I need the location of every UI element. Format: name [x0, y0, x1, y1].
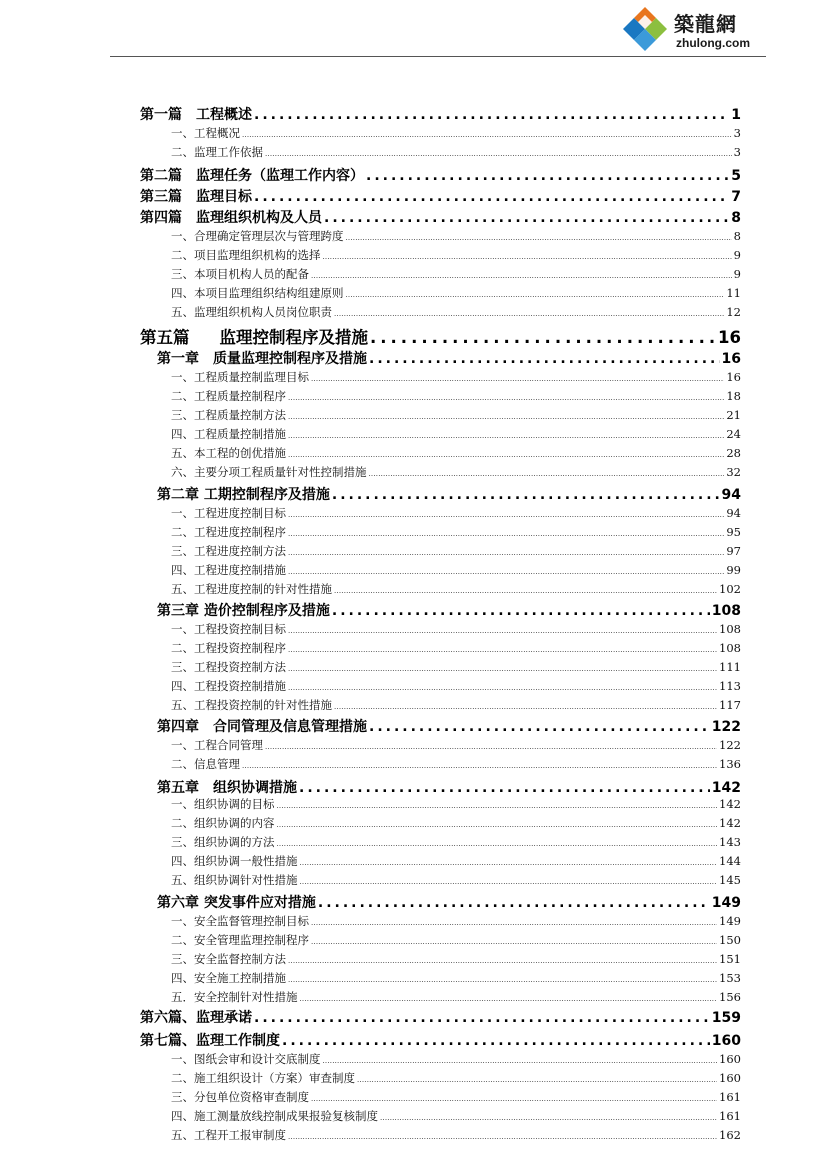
toc-page-number: 108	[711, 603, 741, 619]
toc-page-number: 113	[719, 679, 741, 693]
toc-entry-label	[171, 970, 286, 986]
toc-page-number: 117	[719, 698, 741, 712]
dot-leader	[318, 895, 710, 911]
toc-item[interactable]	[171, 970, 741, 986]
toc-entry-label	[171, 581, 332, 597]
toc-entry-title: 二、工程质量控制程序	[171, 389, 286, 403]
toc-entry-title: 监理工作制度	[196, 1033, 280, 1049]
toc-entry-title: 四、安全施工控制措施	[171, 971, 286, 985]
toc-page-number: 97	[726, 544, 741, 558]
dot-leader	[288, 432, 724, 440]
toc-entry-label	[171, 872, 298, 888]
toc-entry-title: 五．安全控制针对性措施	[171, 990, 298, 1004]
toc-entry-label	[157, 348, 367, 368]
toc-item[interactable]	[171, 304, 741, 320]
dot-leader	[254, 1010, 710, 1026]
toc-item[interactable]	[171, 407, 741, 423]
dot-leader	[311, 919, 717, 927]
toc-item[interactable]	[171, 388, 741, 404]
toc-entry-label	[171, 445, 286, 461]
toc-item[interactable]	[171, 228, 741, 244]
toc-entry-label	[171, 407, 286, 423]
toc-entry-label	[171, 1108, 378, 1124]
dot-leader	[242, 131, 732, 139]
toc-item[interactable]	[171, 913, 741, 929]
toc-entry-title: 一、工程质量控制监理目标	[171, 370, 309, 384]
toc-entry-label	[171, 621, 286, 637]
toc-item[interactable]	[171, 640, 741, 656]
toc-entry-number: 第五篇	[140, 328, 190, 347]
dot-leader	[346, 234, 732, 242]
toc-page-number: 160	[719, 1052, 741, 1066]
toc-entry-label	[171, 285, 344, 301]
toc-entry-number: 第三篇	[140, 189, 182, 205]
toc-entry-label	[171, 659, 286, 675]
dot-leader	[300, 878, 718, 886]
toc-entry-title: 四、工程投资控制措施	[171, 679, 286, 693]
dot-leader	[242, 762, 717, 770]
toc-entry-label	[171, 834, 275, 850]
dot-leader	[323, 253, 732, 261]
toc-entry-title: 五、组织协调针对性措施	[171, 873, 298, 887]
toc-page-number: 149	[711, 895, 741, 911]
toc-page-number: 160	[711, 1033, 741, 1049]
dot-leader	[369, 470, 725, 478]
toc-page-number: 142	[719, 797, 741, 811]
toc-page-number: 99	[726, 563, 741, 577]
toc-page-number: 108	[719, 622, 741, 636]
toc-item[interactable]	[171, 445, 741, 461]
dot-leader	[380, 1114, 717, 1122]
toc-item[interactable]	[171, 247, 741, 263]
toc-chapter[interactable]	[157, 600, 741, 620]
toc-entry-label	[171, 369, 309, 385]
toc-part[interactable]	[140, 207, 741, 227]
toc-entry-label	[157, 892, 316, 912]
toc-item[interactable]	[171, 932, 741, 948]
dot-leader	[277, 821, 718, 829]
toc-page-number: 3	[733, 126, 741, 140]
toc-page-number: 18	[726, 389, 741, 403]
toc-entry-label	[171, 1070, 355, 1086]
toc-item[interactable]	[171, 1051, 741, 1067]
dot-leader	[299, 780, 710, 796]
toc-entry-label	[171, 144, 263, 160]
toc-item[interactable]	[171, 144, 741, 160]
toc-entry-number: 第六章	[157, 895, 199, 911]
dot-leader	[254, 107, 729, 123]
toc-entry-label	[157, 484, 330, 504]
dot-leader	[288, 568, 724, 576]
toc-entry-number: 第一章	[157, 351, 199, 367]
toc-item[interactable]	[171, 678, 741, 694]
toc-entry-label	[157, 777, 297, 797]
dot-leader	[288, 976, 717, 984]
toc-entry-label	[171, 640, 286, 656]
toc-entry-title: 二、项目监理组织机构的选择	[171, 248, 321, 262]
toc-item[interactable]	[171, 815, 741, 831]
toc-page-number: 161	[719, 1109, 741, 1123]
toc-part[interactable]	[140, 186, 741, 206]
dot-leader	[311, 1095, 717, 1103]
zhulong-logo	[622, 4, 772, 50]
toc-page-number: 9	[733, 248, 741, 262]
toc-item[interactable]	[171, 756, 741, 772]
toc-part[interactable]	[140, 165, 741, 185]
toc-entry-title: 监理组织机构及人员	[196, 210, 322, 226]
toc-entry-title: 二、工程进度控制程序	[171, 525, 286, 539]
dot-leader	[265, 743, 717, 751]
toc-entry-label	[171, 266, 309, 282]
dot-leader	[323, 1057, 718, 1065]
toc-page-number: 95	[726, 525, 741, 539]
toc-entry-label	[171, 913, 309, 929]
toc-chapter[interactable]	[157, 348, 741, 368]
dot-leader	[334, 703, 717, 711]
toc-entry-label	[171, 426, 286, 442]
toc-page-number: 111	[719, 660, 741, 674]
toc-entry-label	[157, 716, 367, 736]
dot-leader	[311, 375, 724, 383]
toc-page-number: 16	[718, 328, 741, 347]
toc-entry-label	[140, 207, 322, 227]
toc-page-number: 5	[731, 168, 741, 184]
toc-entry-label	[171, 678, 286, 694]
toc-entry-title: 三、本项目机构人员的配备	[171, 267, 309, 281]
toc-entry-title: 监理承诺	[196, 1010, 252, 1026]
toc-entry-label	[171, 464, 367, 480]
toc-page-number: 156	[719, 990, 741, 1004]
toc-page-number: 28	[726, 446, 741, 460]
header-divider	[110, 56, 766, 57]
toc-entry-title: 三、工程投资控制方法	[171, 660, 286, 674]
toc-item[interactable]	[171, 524, 741, 540]
toc-entry-title: 四、工程进度控制措施	[171, 563, 286, 577]
toc-entry-label	[171, 524, 286, 540]
toc-entry-label	[171, 562, 286, 578]
toc-entry-title: 二、施工组织设计（方案）审查制度	[171, 1071, 355, 1085]
toc-entry-title: 组织协调措施	[213, 780, 297, 796]
toc-entry-title: 一、安全监督管理控制目标	[171, 914, 309, 928]
toc-page-number: 159	[711, 1010, 741, 1026]
toc-entry-title: 工程概述	[196, 107, 252, 123]
toc-entry-title: 造价控制程序及措施	[203, 603, 330, 619]
toc-page-number: 151	[719, 952, 741, 966]
toc-entry-title: 监理任务（监理工作内容）	[196, 168, 364, 184]
toc-entry-label	[171, 228, 344, 244]
toc-entry-title: 四、本项目监理组织结构组建原则	[171, 286, 344, 300]
zhulong-logo-icon	[622, 6, 668, 52]
toc-entry-title: 五、工程进度控制的针对性措施	[171, 582, 332, 596]
toc-entry-number: 第六篇、	[140, 1010, 196, 1026]
toc-entry-label	[140, 1030, 280, 1050]
toc-entry-title: 五、工程开工报审制度	[171, 1128, 286, 1142]
dot-leader	[288, 394, 724, 402]
toc-item[interactable]	[171, 1108, 741, 1124]
toc-part[interactable]	[140, 324, 741, 348]
toc-page-number: 16	[726, 370, 741, 384]
dot-leader	[265, 150, 732, 158]
toc-page-number: 8	[731, 210, 741, 226]
toc-entry-title: 五、监理组织机构人员岗位职责	[171, 305, 332, 319]
toc-entry-number: 第二篇	[140, 168, 182, 184]
toc-item[interactable]	[171, 853, 741, 869]
toc-entry-number: 第三章	[157, 603, 199, 619]
toc-entry-title: 三、安全监督控制方法	[171, 952, 286, 966]
toc-entry-label	[140, 186, 252, 206]
toc-page-number: 122	[711, 719, 741, 735]
toc-page-number: 162	[719, 1128, 741, 1142]
toc-page-number: 16	[721, 351, 741, 367]
toc-part[interactable]	[140, 1007, 741, 1027]
toc-page-number: 108	[719, 641, 741, 655]
toc-entry-title: 监理目标	[196, 189, 252, 205]
toc-item[interactable]	[171, 562, 741, 578]
toc-page-number: 12	[726, 305, 741, 319]
toc-entry-label	[171, 247, 321, 263]
toc-page-number: 21	[726, 408, 741, 422]
toc-entry-number: 第二章	[157, 487, 199, 503]
dot-leader	[300, 859, 718, 867]
toc-item[interactable]	[171, 737, 741, 753]
toc-entry-label	[171, 388, 286, 404]
toc-entry-title: 一、图纸会审和设计交底制度	[171, 1052, 321, 1066]
toc-entry-title: 五、本工程的创优措施	[171, 446, 286, 460]
toc-entry-title: 质量监理控制程序及措施	[213, 351, 367, 367]
toc-item[interactable]	[171, 369, 741, 385]
toc-entry-label	[171, 737, 263, 753]
dot-leader	[288, 549, 724, 557]
dot-leader	[288, 646, 717, 654]
toc-item[interactable]	[171, 543, 741, 559]
dot-leader	[288, 1133, 717, 1141]
toc-entry-title: 工期控制程序及措施	[203, 487, 330, 503]
toc-entry-number: 第四章	[157, 719, 199, 735]
toc-item[interactable]	[171, 1070, 741, 1086]
dot-leader	[288, 413, 724, 421]
toc-entry-label	[171, 697, 332, 713]
toc-entry-label	[171, 1089, 309, 1105]
toc-entry-title: 四、组织协调一般性措施	[171, 854, 298, 868]
toc-page-number: 102	[719, 582, 741, 596]
toc-entry-title: 监理控制程序及措施	[219, 328, 368, 347]
toc-item[interactable]	[171, 505, 741, 521]
toc-page-number: 142	[719, 816, 741, 830]
toc-item[interactable]	[171, 796, 741, 812]
toc-page-number: 24	[726, 427, 741, 441]
toc-part[interactable]	[140, 1030, 741, 1050]
toc-page-number: 150	[719, 933, 741, 947]
toc-entry-title: 一、工程进度控制目标	[171, 506, 286, 520]
toc-entry-number: 第七篇、	[140, 1033, 196, 1049]
logo-domain-text: zhulong.com	[676, 36, 750, 50]
toc-entry-title: 二、工程投资控制程序	[171, 641, 286, 655]
toc-chapter[interactable]	[157, 777, 741, 797]
toc-item[interactable]	[171, 659, 741, 675]
dot-leader	[369, 719, 710, 735]
toc-entry-title: 二、组织协调的内容	[171, 816, 275, 830]
dot-leader	[277, 840, 718, 848]
dot-leader	[357, 1076, 717, 1084]
toc-entry-label	[157, 600, 330, 620]
toc-item[interactable]	[171, 266, 741, 282]
dot-leader	[288, 684, 717, 692]
toc-entry-title: 一、工程投资控制目标	[171, 622, 286, 636]
toc-entry-label	[171, 505, 286, 521]
toc-chapter[interactable]	[157, 892, 741, 912]
toc-part[interactable]	[140, 104, 741, 124]
toc-entry-number: 第五章	[157, 780, 199, 796]
toc-item[interactable]	[171, 989, 741, 1005]
toc-item[interactable]	[171, 464, 741, 480]
toc-item[interactable]	[171, 285, 741, 301]
toc-item[interactable]	[171, 1089, 741, 1105]
toc-page-number: 136	[719, 757, 741, 771]
toc-entry-label	[171, 1127, 286, 1143]
toc-page-number: 32	[726, 465, 741, 479]
dot-leader	[311, 272, 732, 280]
dot-leader	[366, 168, 729, 184]
dot-leader	[369, 351, 720, 367]
toc-entry-title: 一、工程合同管理	[171, 738, 263, 752]
dot-leader	[254, 189, 729, 205]
dot-leader	[334, 587, 717, 595]
toc-entry-label	[171, 989, 298, 1005]
toc-entry-label	[140, 165, 364, 185]
toc-item[interactable]	[171, 426, 741, 442]
toc-entry-title: 五、工程投资控制的针对性措施	[171, 698, 332, 712]
toc-entry-number: 第一篇	[140, 107, 182, 123]
dot-leader	[370, 328, 716, 347]
toc-page-number: 9	[733, 267, 741, 281]
dot-leader	[332, 603, 710, 619]
toc-page-number: 7	[731, 189, 741, 205]
toc-item[interactable]	[171, 951, 741, 967]
toc-page-number: 1	[731, 107, 741, 123]
dot-leader	[277, 802, 718, 810]
toc-entry-title: 四、施工测量放线控制成果报验复核制度	[171, 1109, 378, 1123]
toc-entry-title: 合同管理及信息管理措施	[213, 719, 367, 735]
toc-entry-title: 三、组织协调的方法	[171, 835, 275, 849]
toc-item[interactable]	[171, 125, 741, 141]
toc-entry-label	[171, 932, 309, 948]
toc-entry-title: 二、监理工作依据	[171, 145, 263, 159]
toc-entry-title: 四、工程质量控制措施	[171, 427, 286, 441]
toc-page-number: 149	[719, 914, 741, 928]
toc-entry-label	[171, 951, 286, 967]
dot-leader	[332, 487, 720, 503]
toc-page-number: 144	[719, 854, 741, 868]
toc-entry-title: 二、信息管理	[171, 757, 240, 771]
dot-leader	[300, 995, 718, 1003]
toc-item[interactable]	[171, 621, 741, 637]
toc-page-number: 161	[719, 1090, 741, 1104]
toc-entry-label	[171, 304, 332, 320]
toc-page-number: 143	[719, 835, 741, 849]
toc-page-number: 11	[726, 286, 741, 300]
toc-page-number: 142	[711, 780, 741, 796]
toc-entry-title: 突发事件应对措施	[203, 895, 316, 911]
dot-leader	[324, 210, 729, 226]
toc-page-number: 94	[726, 506, 741, 520]
toc-item[interactable]	[171, 697, 741, 713]
toc-entry-label	[140, 1007, 252, 1027]
toc-entry-title: 一、组织协调的目标	[171, 797, 275, 811]
toc-entry-title: 一、合理确定管理层次与管理跨度	[171, 229, 344, 243]
toc-page-number: 8	[733, 229, 741, 243]
toc-page-number: 122	[719, 738, 741, 752]
dot-leader	[288, 665, 717, 673]
dot-leader	[282, 1033, 710, 1049]
toc-item[interactable]	[171, 581, 741, 597]
dot-leader	[334, 310, 724, 318]
toc-entry-label	[171, 815, 275, 831]
dot-leader	[288, 957, 717, 965]
dot-leader	[346, 291, 725, 299]
dot-leader	[288, 451, 724, 459]
toc-entry-label	[171, 853, 298, 869]
toc-item[interactable]	[171, 1127, 741, 1143]
toc-entry-title: 一、工程概况	[171, 126, 240, 140]
toc-entry-label	[140, 324, 368, 348]
toc-page-number: 3	[733, 145, 741, 159]
toc-page-number: 160	[719, 1071, 741, 1085]
toc-entry-title: 三、工程进度控制方法	[171, 544, 286, 558]
toc-entry-title: 二、安全管理监理控制程序	[171, 933, 309, 947]
toc-entry-label	[171, 796, 275, 812]
toc-item[interactable]	[171, 834, 741, 850]
toc-entry-title: 三、分包单位资格审查制度	[171, 1090, 309, 1104]
toc-chapter[interactable]	[157, 484, 741, 504]
toc-entry-label	[171, 756, 240, 772]
logo-chinese-text: 築龍網	[674, 12, 737, 36]
toc-entry-title: 六、主要分项工程质量针对性控制措施	[171, 465, 367, 479]
dot-leader	[288, 530, 724, 538]
toc-entry-label	[171, 543, 286, 559]
toc-page-number: 145	[719, 873, 741, 887]
dot-leader	[288, 511, 724, 519]
toc-entry-label	[171, 125, 240, 141]
toc-entry-label	[171, 1051, 321, 1067]
toc-entry-number: 第四篇	[140, 210, 182, 226]
dot-leader	[311, 938, 717, 946]
toc-item[interactable]	[171, 872, 741, 888]
toc-chapter[interactable]	[157, 716, 741, 736]
toc-entry-label	[140, 104, 252, 124]
toc-page-number: 94	[721, 487, 741, 503]
dot-leader	[288, 627, 717, 635]
toc-entry-title: 三、工程质量控制方法	[171, 408, 286, 422]
toc-page-number: 153	[719, 971, 741, 985]
